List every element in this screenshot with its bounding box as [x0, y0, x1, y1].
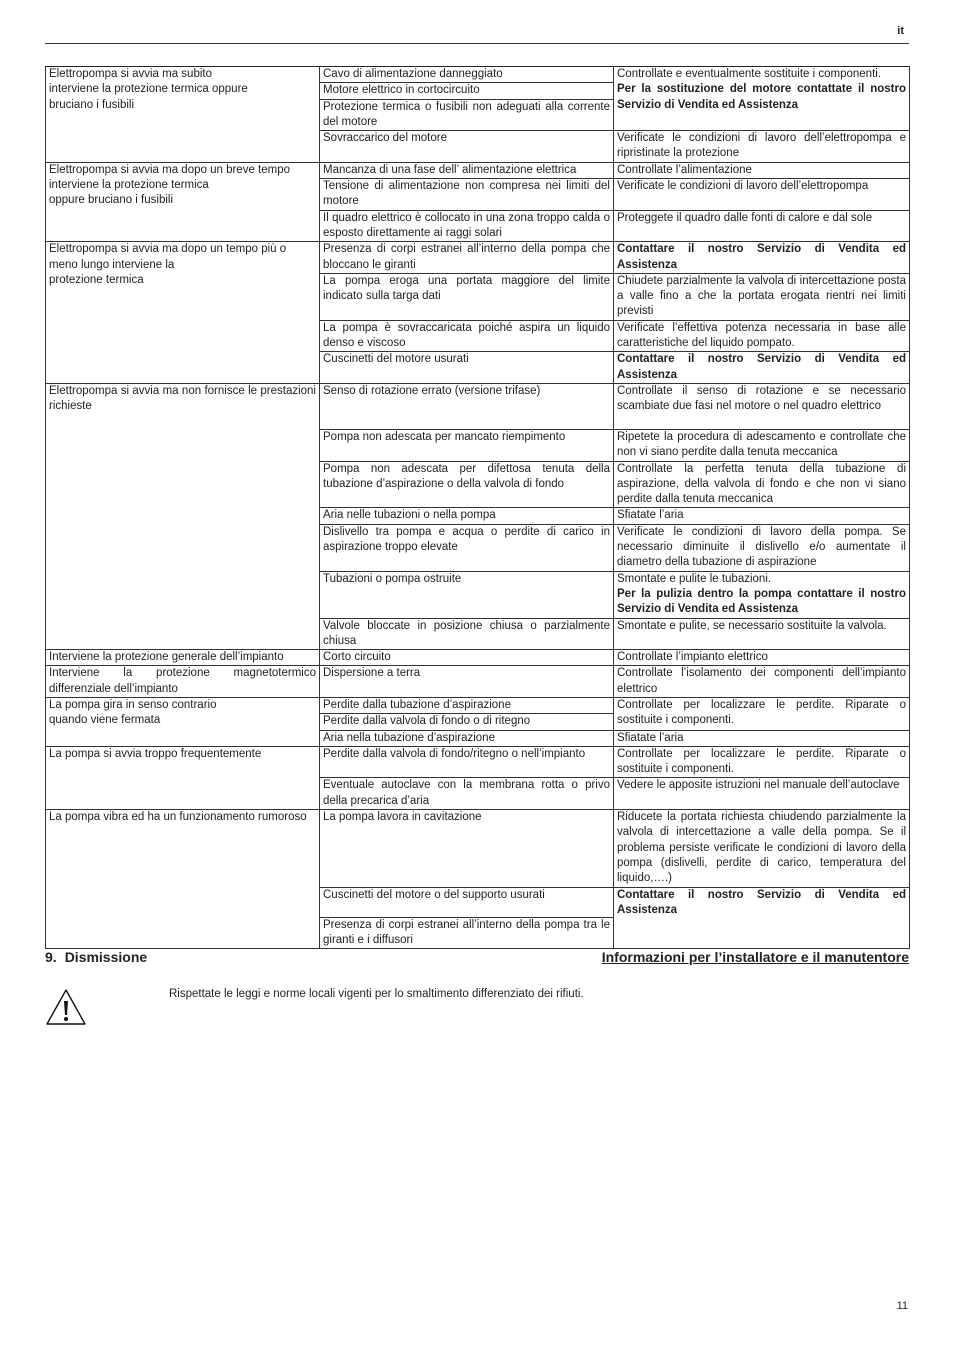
cause-cell: Tensione di alimentazione non compresa nei limiti del motore — [320, 179, 614, 211]
cause-cell: Valvole bloccate in posizione chiusa o parzialmente chiusa — [320, 618, 614, 650]
remedy-cell: Proteggete il quadro dalle fonti di calore e dal sole — [614, 210, 910, 242]
problem-cell: Elettropompa si avvia ma subito interviene la protezione termica oppure bruciano i fusibili — [46, 67, 320, 163]
cause-cell: La pompa lavora in cavitazione — [320, 810, 614, 887]
remedy-cell: Verificate le condizioni di lavoro della pompa. Se necessario diminuite il dislivello e/o aumentate il diametro della tubazione di aspirazione — [614, 524, 910, 571]
section-heading — [45, 949, 147, 965]
remedy-cell: Verificate le condizioni di lavoro dell’elettropompa — [614, 179, 910, 211]
page-number: 11 — [896, 1300, 908, 1312]
disposal-text: Rispettate le leggi e norme locali vigenti per lo smaltimento differenziato dei rifiuti. — [169, 988, 584, 1000]
remedy-cell: Controllate l’isolamento dei componenti dell’impianto elettrico — [614, 666, 910, 698]
remedy-cell: Contattare il nostro Servizio di Vendita ed Assistenza — [614, 887, 910, 949]
problem-cell: Interviene la protezione generale dell’impianto — [46, 650, 320, 666]
cause-cell: La pompa eroga una portata maggiore del limite indicato sulla targa dati — [320, 273, 614, 320]
remedy-text: Smontate e pulite le tubazioni. — [617, 572, 772, 585]
section-number: 9. — [45, 949, 57, 965]
cause-cell: Tubazioni o pompa ostruite — [320, 571, 614, 618]
cause-cell: Corto circuito — [320, 650, 614, 666]
remedy-cell: Controllate per localizzare le perdite. Riparate o sostituite i componenti. — [614, 746, 910, 778]
cause-cell: Mancanza di una fase dell’ alimentazione elettrica — [320, 162, 614, 178]
cause-cell: Pompa non adescata per difettosa tenuta della tubazione d’aspirazione o della valvola di fondo — [320, 461, 614, 508]
remedy-cell: Controllate l’alimentazione — [614, 162, 910, 178]
cause-cell: Presenza di corpi estranei all’interno della pompa che bloccano le giranti — [320, 242, 614, 274]
header-rule — [45, 43, 909, 44]
cause-cell: Eventuale autoclave con la membrana rotta o privo della precarica d’aria — [320, 778, 614, 810]
cause-cell: Presenza di corpi estranei all’interno della pompa tra le giranti e i diffusori — [320, 917, 614, 949]
remedy-cell: Sfiatate l’aria — [614, 730, 910, 746]
cause-cell: Pompa non adescata per mancato riempimento — [320, 429, 614, 461]
problem-cell: Elettropompa si avvia ma dopo un tempo più o meno lungo interviene la protezione termica — [46, 242, 320, 384]
problem-cell: Interviene la protezione magnetotermico differenziale dell’impianto — [46, 666, 320, 698]
remedy-cell: Vedere le apposite istruzioni nel manuale dell’autoclave — [614, 778, 910, 810]
remedy-cell: Smontate e pulite, se necessario sostituite la valvola. — [614, 618, 910, 650]
remedy-bold-text: Per la pulizia dentro la pompa contattare il nostro Servizio di Vendita ed Assistenza — [617, 587, 906, 616]
cause-cell: Il quadro elettrico è collocato in una zona troppo calda o esposto direttamente ai raggi solari — [320, 210, 614, 242]
remedy-bold-text: Per la sostituzione del motore contattate il nostro Servizio di Vendita ed Assistenza — [617, 83, 906, 111]
problem-cell: La pompa si avvia troppo frequentemente — [46, 746, 320, 809]
cause-cell: Cuscinetti del motore usurati — [320, 352, 614, 384]
language-code: it — [897, 25, 904, 37]
remedy-cell: Verificate le condizioni di lavoro dell’elettropompa e ripristinate la protezione — [614, 131, 910, 163]
problem-cell: La pompa vibra ed ha un funzionamento rumoroso — [46, 810, 320, 949]
cause-cell: Perdite dalla valvola di fondo o di ritegno — [320, 714, 614, 730]
remedy-cell: Contattare il nostro Servizio di Vendita ed Assistenza — [614, 352, 910, 384]
remedy-cell: Contattare il nostro Servizio di Vendita ed Assistenza — [614, 242, 910, 274]
remedy-cell: Ripetete la procedura di adescamento e controllate che non vi siano perdite dalla tenuta meccanica — [614, 429, 910, 461]
remedy-cell: Controllate la perfetta tenuta della tubazione di aspirazione, della valvola di fondo e che non vi siano perdite dalla tenuta meccanica — [614, 461, 910, 508]
remedy-cell: Controllate l’impianto elettrico — [614, 650, 910, 666]
remedy-cell: Verificate l’effettiva potenza necessaria in base alle caratteristiche del liquido pompato. — [614, 320, 910, 352]
cause-cell: Motore elettrico in cortocircuito — [320, 83, 614, 99]
problem-cell: La pompa gira in senso contrario quando viene fermata — [46, 697, 320, 746]
cause-cell: Dispersione a terra — [320, 666, 614, 698]
problem-cell: Elettropompa si avvia ma non fornisce le prestazioni richieste — [46, 383, 320, 649]
cause-cell: La pompa è sovraccaricata poiché aspira un liquido denso e viscoso — [320, 320, 614, 352]
troubleshooting-table — [45, 66, 910, 949]
cause-cell: Aria nella tubazione d’aspirazione — [320, 730, 614, 746]
cause-cell: Dislivello tra pompa e acqua o perdite di carico in aspirazione troppo elevate — [320, 524, 614, 571]
remedy-cell — [614, 571, 910, 618]
remedy-text: Controllate e eventualmente sostituite i componenti. — [617, 68, 882, 80]
cause-cell: Sovraccarico del motore — [320, 131, 614, 163]
warning-triangle-icon — [45, 988, 87, 1026]
cause-cell: Cuscinetti del motore o del supporto usurati — [320, 887, 614, 917]
remedy-cell — [614, 67, 910, 131]
cause-cell: Cavo di alimentazione danneggiato — [320, 67, 614, 83]
cause-cell: Protezione termica o fusibili non adeguati alla corrente del motore — [320, 99, 614, 131]
remedy-cell: Sfiatate l’aria — [614, 508, 910, 524]
cause-cell: Perdite dalla tubazione d’aspirazione — [320, 697, 614, 713]
remedy-cell: Controllate il senso di rotazione e se necessario scambiate due fasi nel motore o nel quadro elettrico — [614, 383, 910, 429]
section-title: Dismissione — [64, 949, 148, 965]
cause-cell: Perdite dalla valvola di fondo/ritegno o nell’impianto — [320, 746, 614, 778]
cause-cell: Senso di rotazione errato (versione trifase) — [320, 383, 614, 429]
remedy-cell: Riducete la portata richiesta chiudendo parzialmente la valvola di intercettazione a valle della pompa. Se il problema persiste verificate le condizioni di lavoro della pompa (dislivelli, perdite di carico, temperatura del liquido,….) — [614, 810, 910, 887]
remedy-cell: Controllate per localizzare le perdite. Riparate o sostituite i componenti. — [614, 697, 910, 730]
installer-info-heading: Informazioni per l’installatore e il manutentore — [601, 949, 909, 965]
remedy-cell: Chiudete parzialmente la valvola di intercettazione posta a valle fino a che la portata erogata rientri nei limiti previsti — [614, 273, 910, 320]
problem-cell: Elettropompa si avvia ma dopo un breve tempo interviene la protezione termica oppure bruciano i fusibili — [46, 162, 320, 241]
cause-cell: Aria nelle tubazioni o nella pompa — [320, 508, 614, 524]
